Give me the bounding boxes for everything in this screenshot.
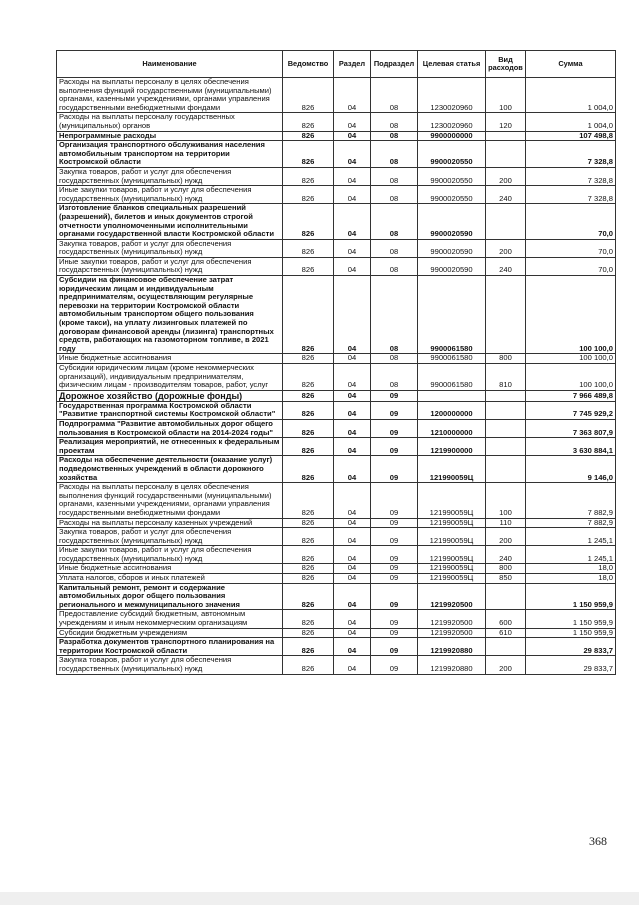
cell-statya: 1210000000 — [418, 419, 486, 437]
table-row — [57, 204, 616, 239]
cell-razdel: 04 — [334, 167, 371, 185]
cell-razdel: 04 — [334, 257, 371, 275]
page-number: 368 — [589, 834, 607, 848]
cell-razdel: 04 — [334, 574, 371, 584]
cell-razdel: 04 — [334, 483, 371, 518]
cell-podrazdel: 09 — [371, 574, 418, 584]
table-row — [57, 364, 616, 391]
cell-vedomstvo: 826 — [283, 574, 334, 584]
cell-vid — [486, 141, 526, 168]
cell-vedomstvo: 826 — [283, 276, 334, 354]
bottom-band — [0, 892, 639, 905]
cell-summa: 7 882,9 — [526, 483, 616, 518]
cell-summa: 7 363 807,9 — [526, 419, 616, 437]
cell-statya: 1219920500 — [418, 628, 486, 638]
cell-summa: 70,0 — [526, 204, 616, 239]
cell-podrazdel: 09 — [371, 583, 418, 610]
cell-statya: 1200000000 — [418, 401, 486, 419]
cell-razdel: 04 — [334, 401, 371, 419]
table-row — [57, 528, 616, 546]
cell-razdel: 04 — [334, 656, 371, 674]
col-header-podrazdel: Подраздел — [371, 51, 418, 78]
cell-statya: 9900020590 — [418, 204, 486, 239]
cell-vedomstvo: 826 — [283, 204, 334, 239]
cell-statya: 9900061580 — [418, 354, 486, 364]
cell-podrazdel: 08 — [371, 167, 418, 185]
table-row — [57, 401, 616, 419]
cell-name: Субсидии на финансовое обеспечение затрат юридическим лицам и индивидуальным предпринимателям, осуществляющим регулярные перевозки на территории Костромской области автомобильным транспортом общего пользования (кроме такси), на уплату лизинговых платежей по договорам финансовой аренды (лизинга) транспортных средств, работающих на газомоторном топливе, в 2021 году — [57, 276, 283, 354]
cell-razdel: 04 — [334, 528, 371, 546]
table-row — [57, 257, 616, 275]
table-row — [57, 610, 616, 628]
cell-statya: 1219920500 — [418, 610, 486, 628]
cell-summa: 70,0 — [526, 239, 616, 257]
cell-razdel: 04 — [334, 564, 371, 574]
cell-podrazdel: 09 — [371, 518, 418, 528]
cell-name: Иные закупки товаров, работ и услуг для обеспечения государственных (муниципальных) нужд — [57, 546, 283, 564]
cell-vid: 810 — [486, 364, 526, 391]
cell-name: Закупка товаров, работ и услуг для обеспечения государственных (муниципальных) нужд — [57, 656, 283, 674]
cell-summa: 7 745 929,2 — [526, 401, 616, 419]
cell-summa: 18,0 — [526, 564, 616, 574]
cell-name: Закупка товаров, работ и услуг для обеспечения государственных (муниципальных) нужд — [57, 528, 283, 546]
cell-name: Реализация мероприятий, не отнесенных к федеральным проектам — [57, 438, 283, 456]
cell-vedomstvo: 826 — [283, 564, 334, 574]
cell-vedomstvo: 826 — [283, 438, 334, 456]
cell-summa: 100 100,0 — [526, 364, 616, 391]
cell-vid: 800 — [486, 564, 526, 574]
cell-statya: 121990059Ц — [418, 574, 486, 584]
table-row — [57, 167, 616, 185]
cell-statya — [418, 390, 486, 401]
cell-vedomstvo: 826 — [283, 583, 334, 610]
cell-vedomstvo: 826 — [283, 483, 334, 518]
cell-vedomstvo: 826 — [283, 131, 334, 141]
cell-vedomstvo: 826 — [283, 401, 334, 419]
cell-podrazdel: 08 — [371, 204, 418, 239]
cell-statya: 1230020960 — [418, 113, 486, 131]
cell-summa: 7 882,9 — [526, 518, 616, 528]
cell-vid: 240 — [486, 186, 526, 204]
cell-razdel: 04 — [334, 456, 371, 483]
header-row — [57, 51, 616, 78]
cell-summa: 29 833,7 — [526, 638, 616, 656]
cell-summa: 70,0 — [526, 257, 616, 275]
cell-podrazdel: 09 — [371, 628, 418, 638]
cell-vedomstvo: 826 — [283, 546, 334, 564]
cell-name: Расходы на выплаты персоналу в целях обеспечения выполнения функций государственными (муниципальными) органами, казенными учреждениями, органами управления государственными внебюджетными фондами — [57, 483, 283, 518]
table-row — [57, 276, 616, 354]
table-row — [57, 546, 616, 564]
cell-statya: 9900000000 — [418, 131, 486, 141]
cell-summa: 1 004,0 — [526, 78, 616, 113]
cell-vedomstvo: 826 — [283, 113, 334, 131]
cell-vid: 100 — [486, 78, 526, 113]
cell-razdel: 04 — [334, 354, 371, 364]
cell-razdel: 04 — [334, 204, 371, 239]
cell-summa: 1 150 959,9 — [526, 610, 616, 628]
col-header-name: Наименование — [57, 51, 283, 78]
cell-statya: 121990059Ц — [418, 528, 486, 546]
cell-vedomstvo: 826 — [283, 239, 334, 257]
col-header-razdel: Раздел — [334, 51, 371, 78]
cell-vid: 200 — [486, 239, 526, 257]
cell-podrazdel: 09 — [371, 483, 418, 518]
cell-razdel: 04 — [334, 583, 371, 610]
cell-razdel: 04 — [334, 239, 371, 257]
budget-table — [56, 50, 616, 675]
cell-summa: 7 966 489,8 — [526, 390, 616, 401]
cell-vid — [486, 131, 526, 141]
cell-vid — [486, 438, 526, 456]
col-header-vid: Вид расходов — [486, 51, 526, 78]
col-header-vedomstvo: Ведомство — [283, 51, 334, 78]
cell-summa: 1 245,1 — [526, 528, 616, 546]
cell-podrazdel: 08 — [371, 131, 418, 141]
cell-vedomstvo: 826 — [283, 354, 334, 364]
cell-razdel: 04 — [334, 113, 371, 131]
cell-name: Непрограммные расходы — [57, 131, 283, 141]
cell-vid: 100 — [486, 483, 526, 518]
cell-podrazdel: 09 — [371, 419, 418, 437]
cell-podrazdel: 09 — [371, 656, 418, 674]
cell-statya: 1219900000 — [418, 438, 486, 456]
cell-razdel: 04 — [334, 390, 371, 401]
cell-podrazdel: 08 — [371, 239, 418, 257]
cell-summa: 7 328,8 — [526, 141, 616, 168]
cell-name: Предоставление субсидий бюджетным, автономным учреждениям и иным некоммерческим организациям — [57, 610, 283, 628]
table-row — [57, 656, 616, 674]
cell-vedomstvo: 826 — [283, 78, 334, 113]
cell-razdel: 04 — [334, 141, 371, 168]
cell-razdel: 04 — [334, 610, 371, 628]
cell-name: Подпрограмма "Развитие автомобильных дорог общего пользования в Костромской области на 2014-2024 годы" — [57, 419, 283, 437]
table-row — [57, 141, 616, 168]
cell-vid: 110 — [486, 518, 526, 528]
table-row — [57, 390, 616, 401]
cell-podrazdel: 08 — [371, 276, 418, 354]
cell-razdel: 04 — [334, 638, 371, 656]
cell-vid — [486, 204, 526, 239]
cell-vid: 850 — [486, 574, 526, 584]
cell-summa: 1 150 959,9 — [526, 583, 616, 610]
table-row — [57, 113, 616, 131]
cell-vedomstvo: 826 — [283, 610, 334, 628]
cell-razdel: 04 — [334, 78, 371, 113]
cell-podrazdel: 08 — [371, 186, 418, 204]
table-body — [57, 78, 616, 675]
col-header-summa: Сумма — [526, 51, 616, 78]
table-row — [57, 638, 616, 656]
cell-statya: 9900061580 — [418, 276, 486, 354]
cell-vid — [486, 276, 526, 354]
cell-summa: 7 328,8 — [526, 167, 616, 185]
cell-statya: 9900020550 — [418, 141, 486, 168]
col-header-statya: Целевая статья — [418, 51, 486, 78]
cell-vedomstvo: 826 — [283, 364, 334, 391]
cell-vedomstvo: 826 — [283, 257, 334, 275]
cell-statya: 121990059Ц — [418, 483, 486, 518]
cell-name: Уплата налогов, сборов и иных платежей — [57, 574, 283, 584]
table-row — [57, 583, 616, 610]
cell-name: Иные закупки товаров, работ и услуг для обеспечения государственных (муниципальных) нужд — [57, 257, 283, 275]
cell-statya: 1219920500 — [418, 583, 486, 610]
cell-podrazdel: 09 — [371, 438, 418, 456]
cell-razdel: 04 — [334, 364, 371, 391]
cell-podrazdel: 09 — [371, 638, 418, 656]
cell-name: Организация транспортного обслуживания населения автомобильным транспортом на территории Костромской области — [57, 141, 283, 168]
cell-vedomstvo: 826 — [283, 456, 334, 483]
cell-statya: 9900020550 — [418, 186, 486, 204]
cell-vid: 120 — [486, 113, 526, 131]
cell-podrazdel: 09 — [371, 456, 418, 483]
cell-statya: 9900020550 — [418, 167, 486, 185]
cell-razdel: 04 — [334, 131, 371, 141]
cell-podrazdel: 08 — [371, 257, 418, 275]
cell-name: Расходы на выплаты персоналу казенных учреждений — [57, 518, 283, 528]
cell-summa: 100 100,0 — [526, 354, 616, 364]
cell-vid: 610 — [486, 628, 526, 638]
cell-vedomstvo: 826 — [283, 167, 334, 185]
cell-name: Дорожное хозяйство (дорожные фонды) — [57, 390, 283, 401]
cell-vedomstvo: 826 — [283, 518, 334, 528]
cell-name: Субсидии бюджетным учреждениям — [57, 628, 283, 638]
cell-statya: 121990059Ц — [418, 546, 486, 564]
cell-summa: 7 328,8 — [526, 186, 616, 204]
cell-vedomstvo: 826 — [283, 186, 334, 204]
cell-razdel: 04 — [334, 438, 371, 456]
cell-statya: 121990059Ц — [418, 456, 486, 483]
cell-name: Расходы на выплаты персоналу государственных (муниципальных) органов — [57, 113, 283, 131]
cell-razdel: 04 — [334, 546, 371, 564]
cell-vedomstvo: 826 — [283, 628, 334, 638]
table-row — [57, 574, 616, 584]
cell-statya: 121990059Ц — [418, 564, 486, 574]
cell-podrazdel: 09 — [371, 390, 418, 401]
cell-podrazdel: 09 — [371, 528, 418, 546]
budget-page — [56, 50, 615, 675]
cell-name: Расходы на обеспечение деятельности (оказание услуг) подведомственных учреждений в области дорожного хозяйства — [57, 456, 283, 483]
cell-razdel: 04 — [334, 276, 371, 354]
cell-podrazdel: 08 — [371, 78, 418, 113]
cell-razdel: 04 — [334, 518, 371, 528]
cell-vid: 800 — [486, 354, 526, 364]
cell-vedomstvo: 826 — [283, 419, 334, 437]
cell-name: Иные закупки товаров, работ и услуг для обеспечения государственных (муниципальных) нужд — [57, 186, 283, 204]
cell-vid: 200 — [486, 528, 526, 546]
cell-name: Изготовление бланков специальных разрешений (разрешений), билетов и иных документов строгой отчетности уполномоченными исполнительными органами государственной власти Костромской области — [57, 204, 283, 239]
table-row — [57, 438, 616, 456]
cell-summa: 29 833,7 — [526, 656, 616, 674]
cell-name: Закупка товаров, работ и услуг для обеспечения государственных (муниципальных) нужд — [57, 167, 283, 185]
cell-vid: 200 — [486, 167, 526, 185]
cell-statya: 9900020590 — [418, 257, 486, 275]
cell-podrazdel: 08 — [371, 141, 418, 168]
cell-razdel: 04 — [334, 419, 371, 437]
cell-vid — [486, 390, 526, 401]
cell-statya: 1219920880 — [418, 638, 486, 656]
cell-podrazdel: 09 — [371, 546, 418, 564]
table-row — [57, 78, 616, 113]
cell-summa: 9 146,0 — [526, 456, 616, 483]
cell-summa: 1 004,0 — [526, 113, 616, 131]
cell-podrazdel: 09 — [371, 610, 418, 628]
cell-podrazdel: 08 — [371, 113, 418, 131]
cell-vid: 240 — [486, 546, 526, 564]
table-row — [57, 239, 616, 257]
cell-vedomstvo: 826 — [283, 141, 334, 168]
cell-name: Капитальный ремонт, ремонт и содержание автомобильных дорог общего пользования регионального и межмуниципального значения — [57, 583, 283, 610]
cell-name: Разработка документов транспортного планирования на территории Костромской области — [57, 638, 283, 656]
table-row — [57, 419, 616, 437]
cell-name: Субсидии юридическим лицам (кроме некоммерческих организаций), индивидуальным предпринимателям, физическим лицам - производителям товаров, работ, услуг — [57, 364, 283, 391]
cell-summa: 107 498,8 — [526, 131, 616, 141]
cell-summa: 1 150 959,9 — [526, 628, 616, 638]
cell-summa: 1 245,1 — [526, 546, 616, 564]
cell-statya: 1219920880 — [418, 656, 486, 674]
cell-razdel: 04 — [334, 628, 371, 638]
cell-name: Закупка товаров, работ и услуг для обеспечения государственных (муниципальных) нужд — [57, 239, 283, 257]
cell-vid: 600 — [486, 610, 526, 628]
cell-statya: 9900061580 — [418, 364, 486, 391]
cell-vedomstvo: 826 — [283, 638, 334, 656]
cell-vedomstvo: 826 — [283, 528, 334, 546]
table-row — [57, 456, 616, 483]
cell-summa: 18,0 — [526, 574, 616, 584]
cell-podrazdel: 09 — [371, 401, 418, 419]
table-row — [57, 483, 616, 518]
cell-vid: 200 — [486, 656, 526, 674]
cell-podrazdel: 09 — [371, 564, 418, 574]
cell-statya: 1230020960 — [418, 78, 486, 113]
cell-vid — [486, 401, 526, 419]
cell-vedomstvo: 826 — [283, 390, 334, 401]
cell-vid — [486, 583, 526, 610]
table-row — [57, 186, 616, 204]
cell-vid: 240 — [486, 257, 526, 275]
cell-summa: 3 630 884,1 — [526, 438, 616, 456]
cell-statya: 9900020590 — [418, 239, 486, 257]
cell-name: Государственная программа Костромской области "Развитие транспортной системы Костромской области" — [57, 401, 283, 419]
cell-vid — [486, 456, 526, 483]
cell-vid — [486, 419, 526, 437]
cell-podrazdel: 08 — [371, 354, 418, 364]
cell-name: Иные бюджетные ассигнования — [57, 354, 283, 364]
cell-name: Иные бюджетные ассигнования — [57, 564, 283, 574]
cell-vedomstvo: 826 — [283, 656, 334, 674]
cell-razdel: 04 — [334, 186, 371, 204]
cell-name: Расходы на выплаты персоналу в целях обеспечения выполнения функций государственными (муниципальными) органами, казенными учреждениями, органами управления государственными внебюджетными фондами — [57, 78, 283, 113]
cell-podrazdel: 08 — [371, 364, 418, 391]
cell-summa: 100 100,0 — [526, 276, 616, 354]
cell-vid — [486, 638, 526, 656]
cell-statya: 121990059Ц — [418, 518, 486, 528]
